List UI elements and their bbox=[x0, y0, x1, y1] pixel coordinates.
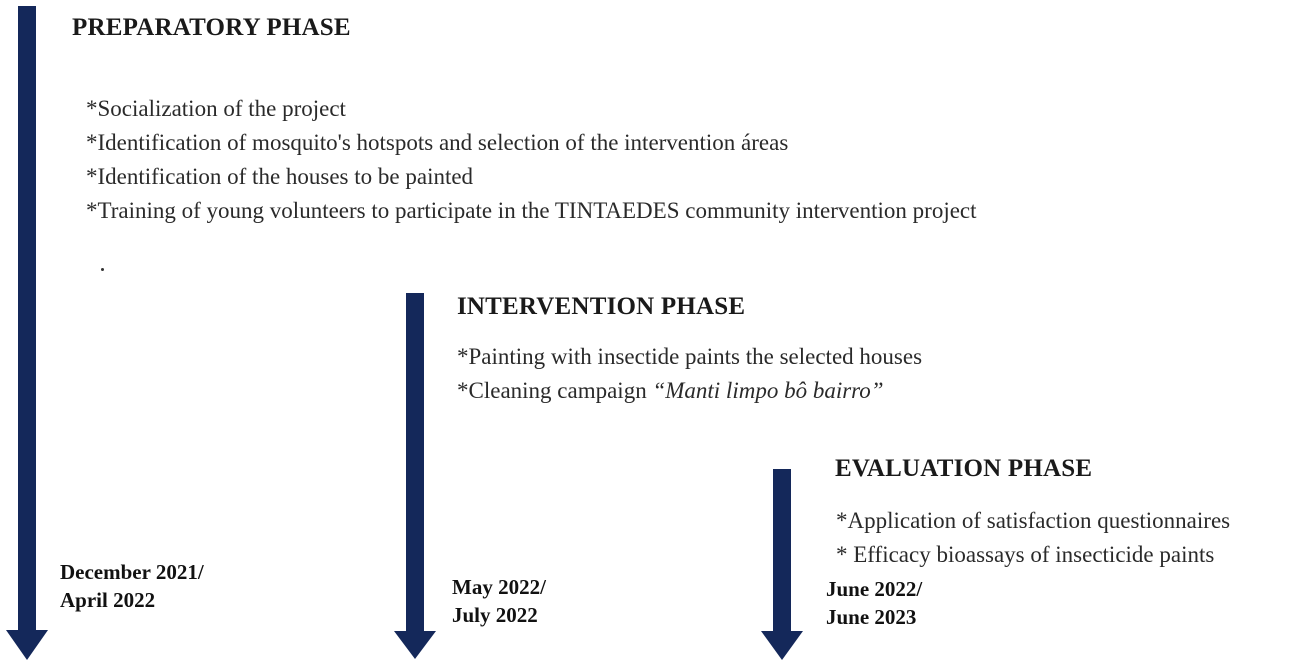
evaluation-phase-dates bbox=[826, 575, 922, 631]
list-item: * Efficacy bioassays of insecticide paints bbox=[836, 542, 1215, 567]
date-end: June 2023 bbox=[826, 605, 917, 629]
evaluation-phase-items bbox=[836, 504, 1230, 572]
list-item bbox=[457, 374, 922, 408]
stray-dot bbox=[101, 268, 104, 271]
list-item: *Painting with insectide paints the selected houses bbox=[457, 344, 923, 369]
preparatory-timeline-arrow bbox=[0, 0, 60, 669]
date-end: July 2022 bbox=[452, 603, 538, 627]
list-item: *Socialization of the project bbox=[86, 96, 346, 121]
list-item: *Training of young volunteers to participate in the TINTAEDES community intervention project bbox=[86, 198, 977, 223]
list-item: *Application of satisfaction questionnaires bbox=[836, 508, 1231, 533]
list-item: *Identification of the houses to be painted bbox=[86, 164, 474, 189]
intervention-phase-dates bbox=[452, 573, 546, 629]
date-start: May 2022/ bbox=[452, 575, 546, 599]
date-start: December 2021/ bbox=[60, 560, 204, 584]
item-prefix: *Cleaning campaign bbox=[457, 378, 653, 403]
list-item: *Identification of mosquito's hotspots and selection of the intervention áreas bbox=[86, 130, 789, 155]
date-end: April 2022 bbox=[60, 588, 156, 612]
preparatory-phase-dates bbox=[60, 558, 204, 614]
preparatory-phase-title: PREPARATORY PHASE bbox=[72, 14, 351, 41]
intervention-phase-title: INTERVENTION PHASE bbox=[457, 293, 746, 320]
date-start: June 2022/ bbox=[826, 577, 923, 601]
evaluation-phase-title: EVALUATION PHASE bbox=[835, 455, 1093, 482]
preparatory-phase-items bbox=[86, 92, 977, 228]
campaign-name: “Manti limpo bô bairro” bbox=[652, 378, 884, 403]
intervention-phase-items bbox=[457, 340, 922, 408]
